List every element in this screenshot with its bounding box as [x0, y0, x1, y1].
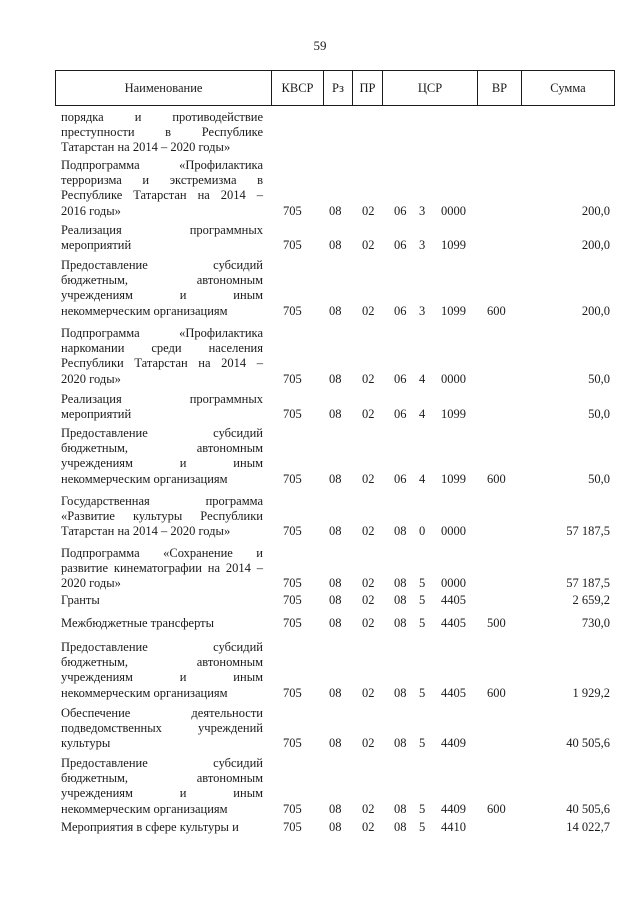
csr-direction-cell: 0000: [441, 524, 466, 539]
row-name-line: учреждениям и иным: [61, 288, 263, 303]
row-name-line: развитие кинематографии на 2014 –: [61, 561, 263, 576]
row-name-line: некоммерческим организациям: [61, 303, 228, 318]
kvsr-cell: 705: [283, 238, 302, 253]
rz-cell: 08: [329, 303, 342, 318]
csr-program-cell: 08: [394, 576, 407, 591]
rz-cell: 08: [329, 524, 342, 539]
csr-program-cell: 08: [394, 736, 407, 751]
kvsr-cell: 705: [283, 685, 302, 700]
csr-program-cell: 06: [394, 407, 407, 422]
kvsr-cell: 705: [283, 524, 302, 539]
row-codes: [0, 140, 640, 155]
row-name-line: мероприятий: [61, 407, 132, 422]
kvsr-cell: 705: [283, 471, 302, 486]
row-codes: [0, 820, 640, 835]
sum-cell: 40 505,6: [566, 801, 610, 816]
csr-subprogram-cell: 3: [419, 303, 426, 318]
pr-cell: 02: [362, 407, 375, 422]
csr-program-cell: 08: [394, 685, 407, 700]
row-name-line: Предоставление субсидий: [61, 426, 263, 440]
pr-cell: 02: [362, 524, 375, 539]
sum-cell: 200,0: [581, 238, 610, 253]
row-codes: [0, 304, 640, 319]
csr-subprogram-cell: 5: [419, 616, 426, 630]
row-name-line: Подпрограмма «Профилактика: [61, 158, 263, 172]
rz-cell: 08: [329, 616, 342, 630]
csr-program-cell: 08: [394, 593, 407, 607]
row-name-line: Татарстан на 2014 – 2020 годы»: [61, 524, 231, 539]
row-name-line: 2020 годы»: [61, 576, 121, 591]
row-name-line: 2020 годы»: [61, 371, 121, 386]
csr-subprogram-cell: 5: [419, 820, 426, 834]
kvsr-cell: 705: [283, 576, 302, 591]
row-name-line: Реализация программных: [61, 392, 263, 406]
header-sum: Сумма: [521, 71, 614, 105]
kvsr-cell: 705: [283, 736, 302, 751]
sum-cell: 1 929,2: [572, 685, 610, 700]
csr-direction-cell: 0000: [441, 576, 466, 591]
header-kvsr: КВСР: [271, 71, 323, 105]
row-name-line: учреждениям и иным: [61, 456, 263, 471]
row-codes: [0, 524, 640, 539]
rz-cell: 08: [329, 407, 342, 422]
row-name-line: Гранты: [61, 593, 100, 607]
csr-subprogram-cell: 0: [419, 524, 426, 539]
sum-cell: 2 659,2: [572, 593, 610, 607]
row-codes: [0, 616, 640, 631]
csr-program-cell: 06: [394, 238, 407, 253]
row-name-line: Государственная программа: [61, 494, 263, 508]
row-name-line: Предоставление субсидий: [61, 258, 263, 272]
csr-program-cell: 06: [394, 471, 407, 486]
csr-subprogram-cell: 3: [419, 238, 426, 253]
pr-cell: 02: [362, 685, 375, 700]
csr-direction-cell: 4405: [441, 593, 466, 607]
kvsr-cell: 705: [283, 371, 302, 386]
kvsr-cell: 705: [283, 616, 302, 630]
sum-cell: 730,0: [581, 616, 610, 630]
row-codes: [0, 472, 640, 487]
sum-cell: 50,0: [588, 371, 610, 386]
kvsr-cell: 705: [283, 303, 302, 318]
kvsr-cell: 705: [283, 203, 302, 218]
pr-cell: 02: [362, 593, 375, 607]
csr-subprogram-cell: 5: [419, 593, 426, 607]
csr-program-cell: 08: [394, 524, 407, 539]
csr-subprogram-cell: 4: [419, 471, 426, 486]
pr-cell: 02: [362, 471, 375, 486]
csr-direction-cell: 1099: [441, 407, 466, 422]
csr-direction-cell: 4409: [441, 801, 466, 816]
sum-cell: 200,0: [581, 203, 610, 218]
csr-subprogram-cell: 3: [419, 203, 426, 218]
vr-cell: 600: [487, 303, 506, 318]
csr-subprogram-cell: 4: [419, 407, 426, 422]
row-name-line: культуры: [61, 736, 111, 751]
csr-subprogram-cell: 5: [419, 576, 426, 591]
sum-cell: 57 187,5: [566, 524, 610, 539]
row-name-line: Межбюджетные трансферты: [61, 616, 215, 630]
rz-cell: 08: [329, 371, 342, 386]
row-name-line: Мероприятия в сфере культуры и: [61, 820, 239, 834]
kvsr-cell: 705: [283, 407, 302, 422]
row-name-line: наркомании среди населения: [61, 341, 263, 356]
row-name-line: Реализация программных: [61, 223, 263, 237]
header-name: Наименование: [124, 81, 203, 95]
row-name-line: некоммерческим организациям: [61, 685, 228, 700]
row-name-line: некоммерческим организациям: [61, 471, 228, 486]
csr-subprogram-cell: 5: [419, 736, 426, 751]
kvsr-cell: 705: [283, 820, 302, 834]
vr-cell: 600: [487, 685, 506, 700]
csr-direction-cell: 4405: [441, 616, 466, 630]
csr-program-cell: 08: [394, 801, 407, 816]
csr-program-cell: 08: [394, 616, 407, 630]
row-name-line: «Развитие культуры Республики: [61, 509, 263, 524]
pr-cell: 02: [362, 576, 375, 591]
csr-direction-cell: 0000: [441, 203, 466, 218]
sum-cell: 57 187,5: [566, 576, 610, 591]
csr-program-cell: 08: [394, 820, 407, 834]
table-header: [55, 70, 615, 106]
csr-direction-cell: 1099: [441, 471, 466, 486]
rz-cell: 08: [329, 238, 342, 253]
row-codes: [0, 736, 640, 751]
rz-cell: 08: [329, 203, 342, 218]
csr-program-cell: 06: [394, 303, 407, 318]
row-name-line: бюджетным, автономным: [61, 441, 263, 456]
header-csr: ЦСР: [382, 71, 477, 105]
pr-cell: 02: [362, 616, 375, 630]
csr-direction-cell: 1099: [441, 303, 466, 318]
rz-cell: 08: [329, 471, 342, 486]
kvsr-cell: 705: [283, 801, 302, 816]
row-name-line: учреждениям и иным: [61, 786, 263, 801]
csr-direction-cell: 4405: [441, 685, 466, 700]
row-name-line: учреждениям и иным: [61, 670, 263, 685]
rz-cell: 08: [329, 593, 342, 607]
csr-subprogram-cell: 5: [419, 801, 426, 816]
row-name-line: бюджетным, автономным: [61, 655, 263, 670]
pr-cell: 02: [362, 203, 375, 218]
header-pr: ПР: [352, 71, 382, 105]
csr-direction-cell: 0000: [441, 371, 466, 386]
vr-cell: 500: [487, 616, 506, 630]
rz-cell: 08: [329, 820, 342, 834]
pr-cell: 02: [362, 303, 375, 318]
row-name-line: 2016 годы»: [61, 203, 121, 218]
row-name-line: Предоставление субсидий: [61, 756, 263, 770]
pr-cell: 02: [362, 736, 375, 751]
sum-cell: 40 505,6: [566, 736, 610, 751]
rz-cell: 08: [329, 801, 342, 816]
page-number: 59: [313, 38, 327, 53]
vr-cell: 600: [487, 471, 506, 486]
header-vr: ВР: [477, 71, 521, 105]
pr-cell: 02: [362, 801, 375, 816]
kvsr-cell: 705: [283, 593, 302, 607]
csr-direction-cell: 4410: [441, 820, 466, 834]
row-codes: [0, 686, 640, 701]
row-codes: [0, 238, 640, 253]
csr-direction-cell: 4409: [441, 736, 466, 751]
pr-cell: 02: [362, 371, 375, 386]
csr-program-cell: 06: [394, 371, 407, 386]
row-codes: [0, 372, 640, 387]
row-codes: [0, 576, 640, 591]
row-name-line: Предоставление субсидий: [61, 640, 263, 654]
row-name-line: Республике Татарстан на 2014 –: [61, 188, 263, 203]
pr-cell: 02: [362, 820, 375, 834]
rz-cell: 08: [329, 576, 342, 591]
rz-cell: 08: [329, 685, 342, 700]
csr-subprogram-cell: 5: [419, 685, 426, 700]
sum-cell: 50,0: [588, 471, 610, 486]
row-name-line: Республики Татарстан на 2014 –: [61, 356, 263, 371]
row-name-line: преступности в Республике: [61, 125, 263, 140]
pr-cell: 02: [362, 238, 375, 253]
row-codes: [0, 802, 640, 817]
csr-subprogram-cell: 4: [419, 371, 426, 386]
header-rz: Рз: [323, 71, 352, 105]
csr-direction-cell: 1099: [441, 238, 466, 253]
row-name-line: мероприятий: [61, 238, 132, 253]
row-name-line: подведомственных учреждений: [61, 721, 263, 736]
row-name-line: порядка и противодействие: [61, 110, 263, 124]
csr-program-cell: 06: [394, 203, 407, 218]
sum-cell: 14 022,7: [566, 820, 610, 834]
row-codes: [0, 593, 640, 608]
row-name-line: бюджетным, автономным: [61, 273, 263, 288]
row-codes: [0, 204, 640, 219]
row-name-line: некоммерческим организациям: [61, 801, 228, 816]
sum-cell: 50,0: [588, 407, 610, 422]
rz-cell: 08: [329, 736, 342, 751]
row-name-line: терроризма и экстремизма в: [61, 173, 263, 188]
row-name-line: Подпрограмма «Сохранение и: [61, 546, 263, 560]
vr-cell: 600: [487, 801, 506, 816]
row-name-line: Подпрограмма «Профилактика: [61, 326, 263, 340]
row-name-line: бюджетным, автономным: [61, 771, 263, 786]
row-name-line: Обеспечение деятельности: [61, 706, 263, 720]
row-name-line: Татарстан на 2014 – 2020 годы»: [61, 140, 231, 155]
sum-cell: 200,0: [581, 303, 610, 318]
row-codes: [0, 407, 640, 422]
